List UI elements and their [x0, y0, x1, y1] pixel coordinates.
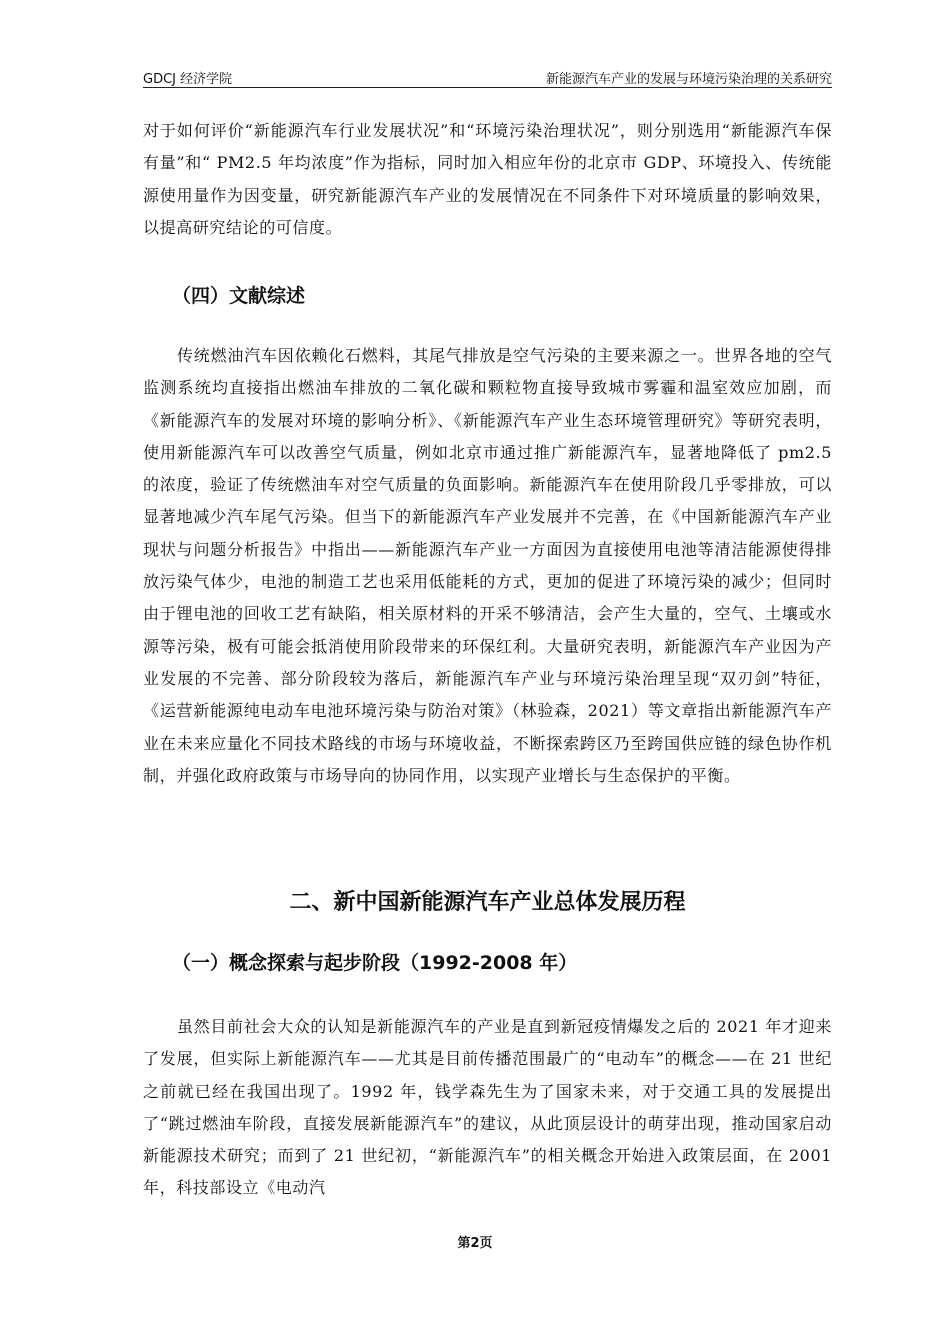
- section-heading-literature-review: （四）文献综述: [172, 285, 306, 307]
- header-right-text: 新能源汽车产业的发展与环境污染治理的关系研究: [545, 72, 832, 87]
- chapter-heading-2: 二、新中国新能源汽车产业总体发展历程: [289, 890, 686, 915]
- paragraph-stage-1: 虽然目前社会大众的认知是新能源汽车的产业是直到新冠疫情爆发之后的 2021 年才迎来了发展，但实际上新能源汽车——尤其是目前传播范围最广的“电动车”的概念——在 21 世纪之前就已经在我国出现了。1992 年，钱学森先生为了国家未来，对于交通工具的发展提出了“跳过燃油车阶段，直接发展新能源汽车”的建议，从此顶层设计的萌芽出现，推动国家启动新能源技术研究；而到了 21 世纪初，“新能源汽车”的相关概念开始进入政策层面，在 2001 年，科技部设立《电动汽: [143, 1017, 832, 1198]
- page-number: 第2页: [457, 1236, 493, 1251]
- header-left-text: GDCJ 经济学院: [143, 72, 233, 87]
- section-heading-stage-1: （一）概念探索与起步阶段（1992-2008 年）: [172, 952, 578, 974]
- header-divider: [143, 87, 832, 88]
- paragraph-literature-review: 传统燃油汽车因依赖化石燃料，其尾气排放是空气污染的主要来源之一。世界各地的空气监测系统均直接指出燃油车排放的二氧化碳和颗粒物直接导致城市雾霾和温室效应加剧，而《新能源汽车的发展对环境的影响分析》、《新能源汽车产业生态环境管理研究》等研究表明，使用新能源汽车可以改善空气质量，例如北京市通过推广新能源汽车，显著地降低了 pm2.5 的浓度，验证了传统燃油车对空气质量的负面影响。新能源汽车在使用阶段几乎零排放，可以显著地减少汽车尾气污染。但当下的新能源汽车产业发展并不完善，在《中国新能源汽车产业现状与问题分析报告》中指出——新能源汽车产业一方面因为直接使用电池等清洁能源使得排放污染气体少，电池的制造工艺也采用低能耗的方式，更加的促进了环境污染的减少；但同时由于锂电池的回收工艺有缺陷，相关原材料的开采不够清洁，会产生大量的，空气、土壤或水源等污染，极有可能会抵消使用阶段带来的环保红利。大量研究表明，新能源汽车产业因为产业发展的不完善、部分阶段较为落后，新能源汽车产业与环境污染治理呈现“双刃剑”特征，《运营新能源纯电动车电池环境污染与防治对策》（林验森，2021）等文章指出新能源汽车产业在未来应量化不同技术路线的市场与环境收益，不断探索跨区乃至跨国供应链的绿色协作机制，并强化政府政策与市场导向的协同作用，以实现产业增长与生态保护的平衡。: [143, 346, 832, 785]
- paragraph-intro: 对于如何评价“新能源汽车行业发展状况”和“环境污染治理状况”，则分别选用“新能源汽车保有量”和“ PM2.5 年均浓度”作为指标，同时加入相应年份的北京市 GDP、环境投入、传统能源使用量作为因变量，研究新能源汽车产业的发展情况在不同条件下对环境质量的影响效果，以提高研究结论的可信度。: [143, 121, 832, 237]
